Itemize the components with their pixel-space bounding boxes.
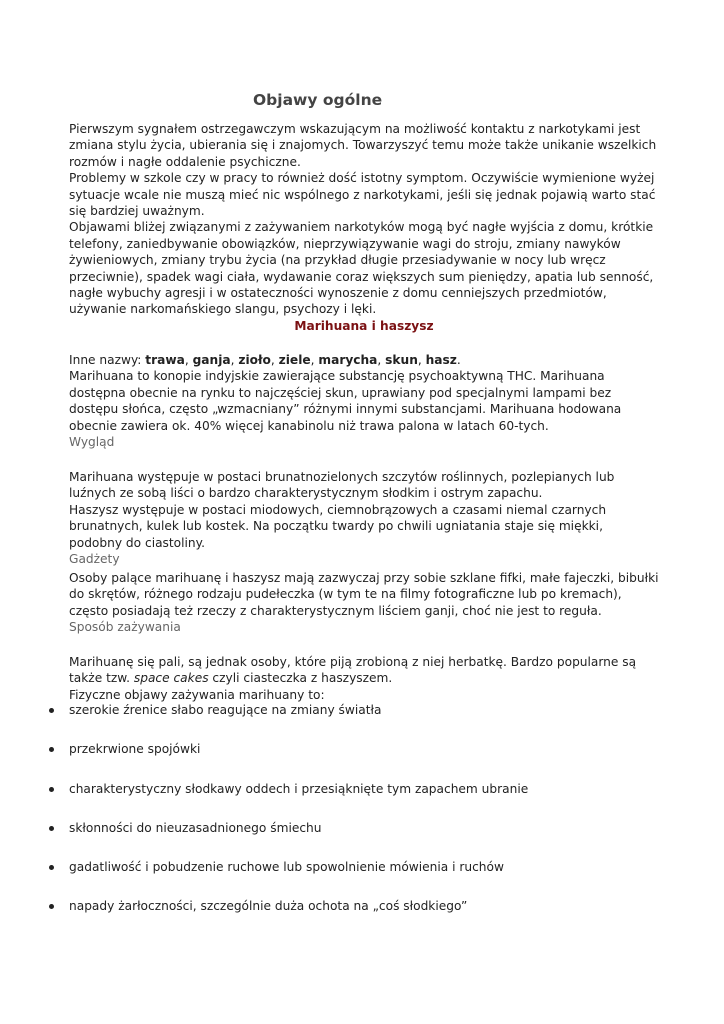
bullet-icon: [49, 747, 54, 752]
usage-paragraph-1: [69, 654, 659, 687]
other-names: [69, 352, 659, 368]
name-term: trawa: [145, 353, 185, 367]
list-item: [49, 898, 669, 937]
gadgets-paragraph: Osoby palące marihuanę i haszysz mają zazwyczaj przy sobie szklane fifki, małe fajeczki, bibułki do skrętów, różnego rodzaju pudełeczka (w tym te na filmy fotograficzne lub po kremach), często posiadają też rzeczy z charakterystycznym liściem ganji, choć nie jest to reguła.: [69, 571, 659, 618]
bullet-icon: [49, 865, 54, 870]
symptom-text: przekrwione spojówki: [69, 742, 201, 757]
name-term: ganja: [192, 353, 231, 367]
symptom-text: gadatliwość i pobudzenie ruchowe lub spowolnienie mówienia i ruchów: [69, 860, 504, 875]
bullet-icon: [49, 826, 54, 831]
other-names-prefix: Inne nazwy:: [69, 353, 146, 367]
space-cakes-term: space cakes: [133, 671, 209, 686]
name-term: marycha: [318, 353, 378, 367]
name-separator: ,: [417, 353, 426, 367]
usage-section: [69, 654, 659, 703]
name-separator: ,: [270, 353, 279, 367]
name-separator: ,: [184, 353, 193, 367]
name-term: ziele: [278, 353, 311, 367]
list-item: [49, 781, 669, 820]
look-section: [69, 469, 659, 567]
name-term: zioło: [238, 353, 271, 367]
symptom-text: napady żarłoczności, szczególnie duża ochota na „coś słodkiego”: [69, 899, 468, 914]
symptom-text: szerokie źrenice słabo reagujące na zmiany światła: [69, 703, 382, 717]
symptom-text: skłonności do nieuzasadnionego śmiechu: [69, 820, 322, 835]
name-separator: ,: [230, 353, 239, 367]
marihuana-section: [69, 352, 659, 450]
name-term: hasz: [425, 353, 457, 367]
symptom-text: charakterystyczny słodkawy oddech i przesiąknięte tym zapachem ubranie: [69, 781, 529, 796]
name-separator: ,: [310, 353, 319, 367]
usage-paragraph-2: Fizyczne objawy zażywania marihuany to:: [69, 687, 325, 702]
list-item: [49, 741, 669, 780]
intro-paragraph-3: Objawami bliżej związanymi z zażywaniem narkotyków mogą być nagłe wyjścia z domu, krótkie telefony, zaniedbywanie obowiązków, nieprzywiązywanie wagi do stroju, zmiany nawyków żywieniowych, zmiany trybu życia (na przykład długie przesiadywanie w nocy lub wręcz przeciwnie), spadek wagi ciała, wydawanie coraz większych sum pieniędzy, apatia lub senność, nagłe wybuchy agresji i w ostateczności wynoszenie z domu cenniejszych przedmiotów, używanie narkomańskiego slangu, psychozy i lęki.: [69, 220, 654, 317]
list-item: [49, 820, 669, 859]
intro-paragraph-1: Pierwszym sygnałem ostrzegawczym wskazującym na możliwość kontaktu z narkotykami jest zmiana stylu życia, ubierania się i znajomych. Towarzyszyć temu może także unikanie wszelkich rozmów i nagłe oddalenie psychiczne.: [69, 122, 657, 169]
section-heading: Marihuana i haszysz: [294, 319, 434, 333]
symptoms-list: [49, 702, 669, 938]
bullet-icon: [49, 708, 54, 713]
marihuana-description: Marihuana to konopie indyjskie zawierające substancję psychoaktywną THC. Marihuana dostępna obecnie na rynku to najczęściej skun, uprawiany pod specjalnymi lampami bez dostępu słońca, często „wzmacniany” różnymi innymi substancjami. Marihuana hodowana obecnie zawiera ok. 40% więcej kanabinolu niż trawa palona w latach 60-tych.: [69, 369, 622, 433]
usage-label: Sposób zażywania: [69, 620, 181, 635]
page-title: Objawy ogólne: [253, 91, 383, 109]
name-term: skun: [385, 353, 418, 367]
list-item: [49, 859, 669, 898]
look-paragraph-1: Marihuana występuje w postaci brunatnozielonych szczytów roślinnych, pozlepianych lub luźnych ze sobą liści o bardzo charakterystycznym słodkim i ostrym zapachu.: [69, 470, 615, 501]
usage-text: Marihuanę się pali, są jednak osoby, które piją zrobioną z niej herbatkę. Bardzo popularne są także tzw.: [69, 655, 637, 686]
names-end: .: [456, 353, 461, 367]
intro-section: [69, 121, 659, 318]
bullet-icon: [49, 904, 54, 909]
gadgets-label: Gadżety: [69, 552, 120, 567]
look-paragraph-2: Haszysz występuje w postaci miodowych, ciemnobrązowych a czasami niemal czarnych brunatnych, kulek lub kostek. Na początku twardy po chwili ugniatania staje się miękki, podobny do ciastoliny.: [69, 502, 607, 550]
bullet-icon: [49, 787, 54, 792]
look-label: Wygląd: [69, 435, 115, 450]
list-item: [49, 702, 669, 741]
name-separator: ,: [377, 353, 386, 367]
gadgets-section: [69, 570, 659, 636]
usage-text: czyli ciasteczka z haszyszem.: [208, 671, 393, 686]
intro-paragraph-2: Problemy w szkole czy w pracy to również dość istotny symptom. Oczywiście wymienione wyżej sytuacje wcale nie muszą mieć nic wspólnego z narkotykami, jeśli się jednak pojawią warto stać się bardziej uważnym.: [69, 171, 656, 219]
